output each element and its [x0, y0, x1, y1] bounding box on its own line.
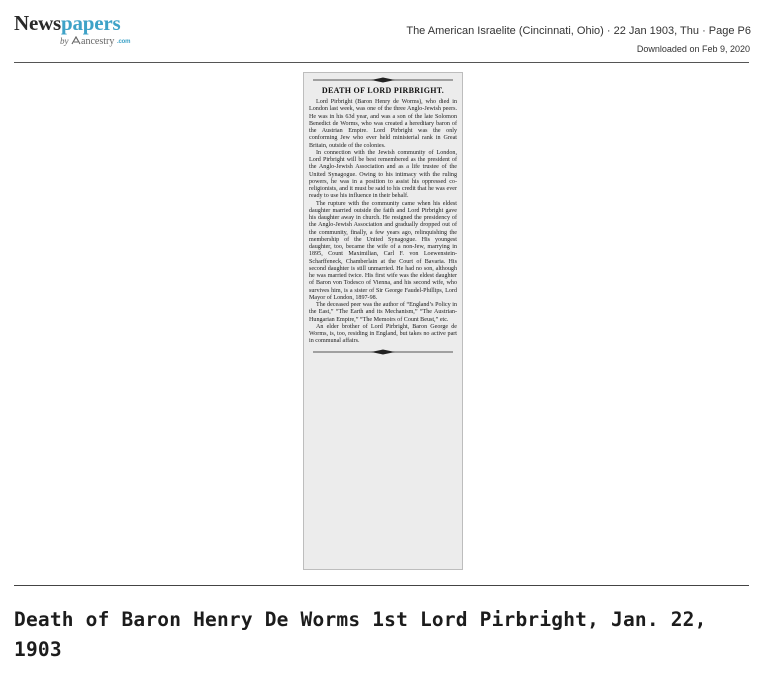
logo-com-text: .com — [117, 39, 131, 45]
source-citation: The American Israelite (Cincinnati, Ohio) · 22 Jan 1903, Thu · Page P6 — [406, 25, 751, 37]
logo-papers-text: papers — [61, 11, 121, 35]
logo-by-text: by — [60, 36, 69, 46]
caption-divider — [14, 585, 749, 586]
newspapers-logo[interactable] — [14, 11, 131, 47]
page-header — [0, 0, 769, 62]
clipping-paragraph: Lord Pirbright (Baron Henry de Worms), who died in London last week, was one of the three Anglo-Jewish peers. He was in his 63d year, and was a son of the late Solomon Benedict de Worms, who was created a hereditary baron of the Austrian Empire. Lord Pirbright was the only conforming Jew who ever held ministerial rank in Great Britain, outside of the colonies. — [309, 99, 457, 149]
bottom-ornament-rule — [309, 349, 457, 355]
clipping-paragraph: An elder brother of Lord Pirbright, Baron George de Worms, is, too, residing in England, but takes no active part in communal affairs. — [309, 323, 457, 345]
header-divider — [14, 62, 749, 63]
clipping-headline: DEATH OF LORD PIRBRIGHT. — [321, 86, 445, 95]
clipping-paragraph: The deceased peer was the author of “England’s Policy in the East,” “The Earth and its Mechanism,” “The Austrian-Hungarian Empire,” “The Memoirs of Count Beust,” etc. — [309, 302, 457, 323]
top-ornament-rule — [309, 77, 457, 83]
newspaper-clipping — [303, 72, 463, 570]
clipping-paragraph: In connection with the Jewish community of London, Lord Pirbright will be best remembered as the president of the Anglo-Jewish Association and as a life trustee of the United Synagogue. Owing to his intimacy with the ruling powers, he was in a position to assist his oppressed co-religionists, and it must be said to his credit that he was ever ready to use his influence in their behalf. — [309, 149, 457, 200]
logo-byline — [60, 36, 114, 47]
logo-news-text: News — [14, 11, 62, 35]
ancestry-leaf-icon — [71, 36, 81, 45]
clipping-body — [309, 99, 457, 346]
clipping-caption: Death of Baron Henry De Worms 1st Lord Pirbright, Jan. 22, 1903 — [14, 608, 707, 661]
clipping-paragraph: The rupture with the community came when his eldest daughter married outside the faith and Lord Pirbright gave his daughter away in church. He resigned the presidency of the Anglo-Jewish Association and gradually dropped out of the community, finally, a few years ago, relinquishing the membership of the United Synagogue. His youngest daughter, too, became the wife of a non-Jew, marrying in 1895, Count Maximilian, Carl F. von Loewenstein-Scharffeneck, Chamberlain at the Court of Bavaria. His second daughter is still unmarried. He had no son, although he was married twice. His first wife was the eldest daughter of Baron von Todesco of Vienna, and his second wife, who survives him, is a sister of Sir George Faudel-Phillips, Lord Mayor of London, 1897-98. — [309, 200, 457, 301]
clipping-content — [309, 77, 457, 355]
logo-ancestry-text: ancestry — [81, 36, 115, 47]
download-date: Downloaded on Feb 9, 2020 — [636, 44, 750, 54]
